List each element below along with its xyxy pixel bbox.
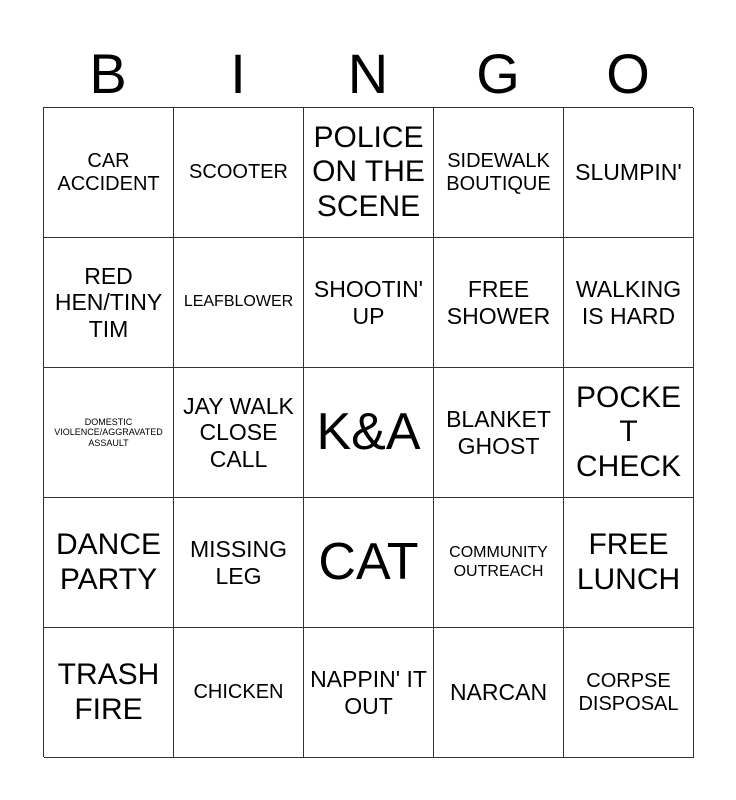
cell-label: JAY WALK CLOSE CALL: [183, 392, 294, 472]
cell-label: LEAFBLOWER: [183, 293, 294, 311]
cell-label: RED HEN/TINY TIM: [54, 262, 163, 342]
bingo-cell[interactable]: [564, 108, 694, 238]
bingo-cell[interactable]: [564, 368, 694, 498]
bingo-cell[interactable]: [174, 108, 304, 238]
bingo-header: [43, 40, 693, 108]
bingo-cell[interactable]: [44, 498, 174, 628]
bingo-cell[interactable]: [304, 238, 434, 368]
cell-label: CORPSE DISPOSAL: [578, 669, 679, 715]
bingo-cell[interactable]: [564, 628, 694, 758]
cell-label: CHICKEN: [193, 681, 284, 703]
bingo-cell[interactable]: [434, 628, 564, 758]
cell-label: COMMUNITY OUTREACH: [449, 544, 548, 580]
cell-label: SIDEWALK BOUTIQUE: [446, 149, 551, 195]
cell-label: FREE SHOWER: [446, 276, 551, 329]
cell-label: CAR ACCIDENT: [57, 149, 160, 195]
bingo-cell[interactable]: [434, 238, 564, 368]
cell-label: CAT: [318, 532, 419, 591]
cell-label: SCOOTER: [189, 161, 288, 183]
bingo-board: [43, 107, 693, 757]
cell-label: DANCE PARTY: [55, 528, 161, 596]
bingo-cell[interactable]: [174, 368, 304, 498]
cell-label: MISSING LEG: [189, 536, 288, 589]
header-letter-g: G: [476, 42, 520, 105]
bingo-cell[interactable]: [44, 628, 174, 758]
cell-label: POCKET CHECK: [575, 380, 682, 483]
bingo-cell[interactable]: [304, 108, 434, 238]
cell-label: DOMESTIC VIOLENCE/AGGRAVATED ASSAULT: [54, 416, 163, 448]
header-letter-n: N: [347, 42, 389, 105]
cell-label: FREE LUNCH: [576, 528, 681, 596]
bingo-cell[interactable]: [564, 498, 694, 628]
bingo-cell[interactable]: [44, 368, 174, 498]
header-letter-b: B: [89, 42, 127, 105]
cell-label: NARCAN: [449, 679, 548, 706]
cell-label: WALKING IS HARD: [575, 276, 682, 329]
cell-label: SHOOTIN' UP: [313, 276, 424, 329]
cell-label: POLICE ON THE SCENE: [312, 120, 425, 223]
cell-label: TRASH FIRE: [57, 658, 160, 726]
bingo-cell[interactable]: [174, 628, 304, 758]
cell-label: BLANKET GHOST: [446, 406, 551, 459]
bingo-cell[interactable]: [434, 108, 564, 238]
cell-label: K&A: [316, 402, 421, 461]
bingo-cell[interactable]: [434, 498, 564, 628]
bingo-cell[interactable]: [174, 498, 304, 628]
header-letter-o: O: [606, 42, 650, 105]
bingo-cell[interactable]: [174, 238, 304, 368]
bingo-cell[interactable]: [304, 368, 434, 498]
cell-label: SLUMPIN': [575, 159, 682, 186]
bingo-cell[interactable]: [304, 628, 434, 758]
header-letter-i: I: [230, 42, 246, 105]
bingo-cell[interactable]: [304, 498, 434, 628]
bingo-cell[interactable]: [434, 368, 564, 498]
bingo-cell[interactable]: [44, 108, 174, 238]
bingo-cell[interactable]: [44, 238, 174, 368]
cell-label: NAPPIN' IT OUT: [310, 666, 427, 719]
bingo-cell[interactable]: [564, 238, 694, 368]
